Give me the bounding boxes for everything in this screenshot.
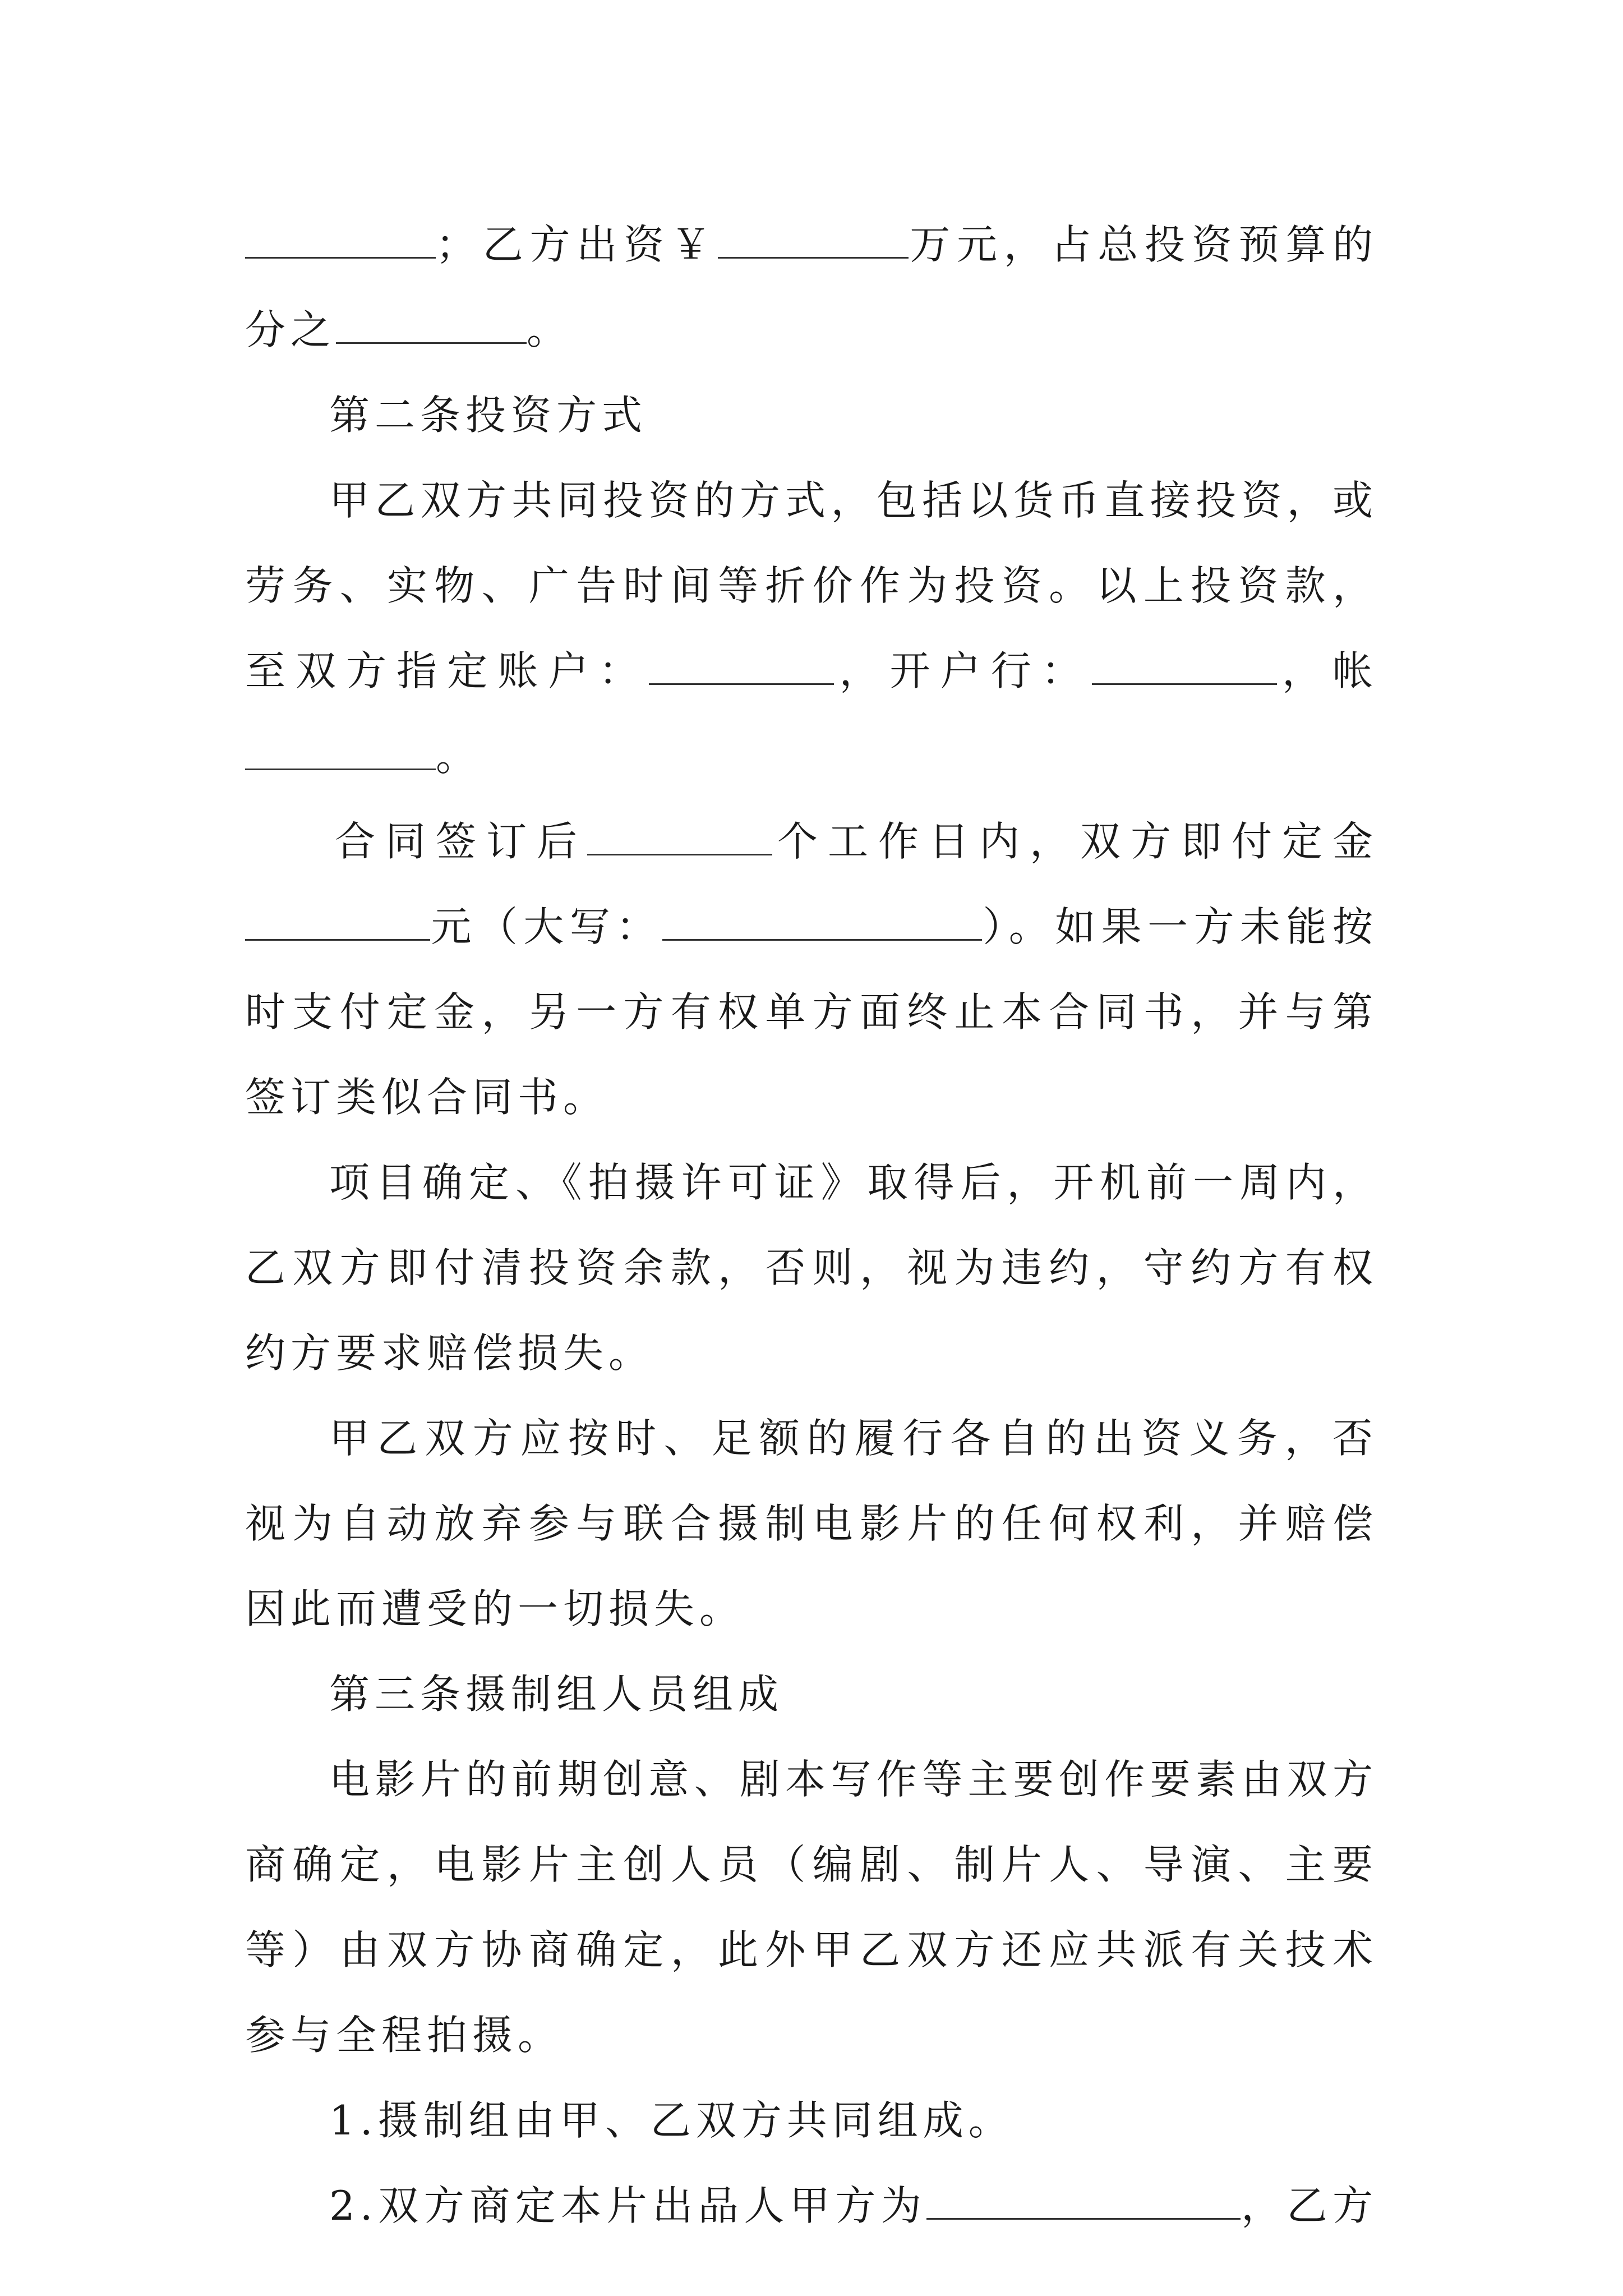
deposit-line: 合同签订后 个工作日内，双方即付定金 [335, 818, 1378, 865]
line-text: ；乙方出资￥ [436, 221, 718, 268]
paragraph-line: 签订类似合同书。 [245, 1074, 609, 1121]
paragraph-line: 甲乙双方共同投资的方式，包括以货币直接投资，或 [329, 477, 1378, 524]
amount-words-blank [662, 905, 982, 941]
text-line [245, 202, 1378, 287]
paragraph-line: 商确定，电影片主创人员（编剧、制片人、导演、主要 [245, 1841, 1378, 1888]
fill-blank [718, 223, 909, 259]
paragraph-line: 项目确定、《拍摄许可证》取得后，开机前一周内， [329, 1159, 1378, 1206]
paragraph-line: 因此而遭受的一切损失。 [245, 1585, 745, 1632]
paragraph-line: 参与全程拍摄。 [245, 2012, 564, 2059]
paragraph-line: 约方要求赔偿损失。 [245, 1329, 654, 1377]
fill-blank [245, 223, 436, 259]
amount-blank [245, 905, 430, 941]
deposit-amount-line: 元（大写： ）。如果一方未能按 [245, 884, 1378, 969]
account-number-line: 。 [245, 714, 1378, 799]
paragraph-line: 时支付定金，另一方有权单方面终止本合同书，并与第 [245, 988, 1378, 1036]
text-line [245, 287, 1378, 372]
line-text: 万元，占总投资预算的 [908, 221, 1378, 268]
paragraph-line: 乙双方即付清投资余款，否则，视为违约，守约方有权 [245, 1244, 1378, 1291]
producer-blank [926, 2184, 1241, 2220]
list-item: 1.摄制组由甲、乙双方共同组成。 [329, 2097, 1014, 2144]
contract-page [245, 202, 1378, 2248]
account-blank [649, 650, 834, 685]
paragraph-line: 视为自动放弃参与联合摄制电影片的任何权利，并赔偿 [245, 1500, 1378, 1547]
paragraph-line: 电影片的前期创意、剧本写作等主要创作要素由双方 [329, 1756, 1378, 1803]
account-number-blank [245, 735, 436, 770]
paragraph-line: 等）由双方协商确定，此外甲乙双方还应共派有关技术 [245, 1926, 1378, 1973]
paragraph-line: 甲乙双方应按时、足额的履行各自的出资义务，否 [329, 1415, 1378, 1462]
account-line: 至双方指定账户： ，开户行： ，帐 [245, 647, 1378, 694]
workday-blank [587, 820, 772, 855]
paragraph-line: 劳务、实物、广告时间等折价作为投资。以上投资款， [245, 562, 1378, 609]
bank-blank [1092, 650, 1277, 685]
section-heading: 第二条投资方式 [329, 392, 648, 439]
line-text: 分之 [245, 306, 336, 353]
line-text: 。 [527, 306, 573, 353]
fill-blank [336, 309, 527, 344]
list-item: 2.双方商定本片出品人甲方为 ，乙方 [329, 2182, 1378, 2229]
section-heading: 第三条摄制组人员组成 [329, 1671, 784, 1718]
